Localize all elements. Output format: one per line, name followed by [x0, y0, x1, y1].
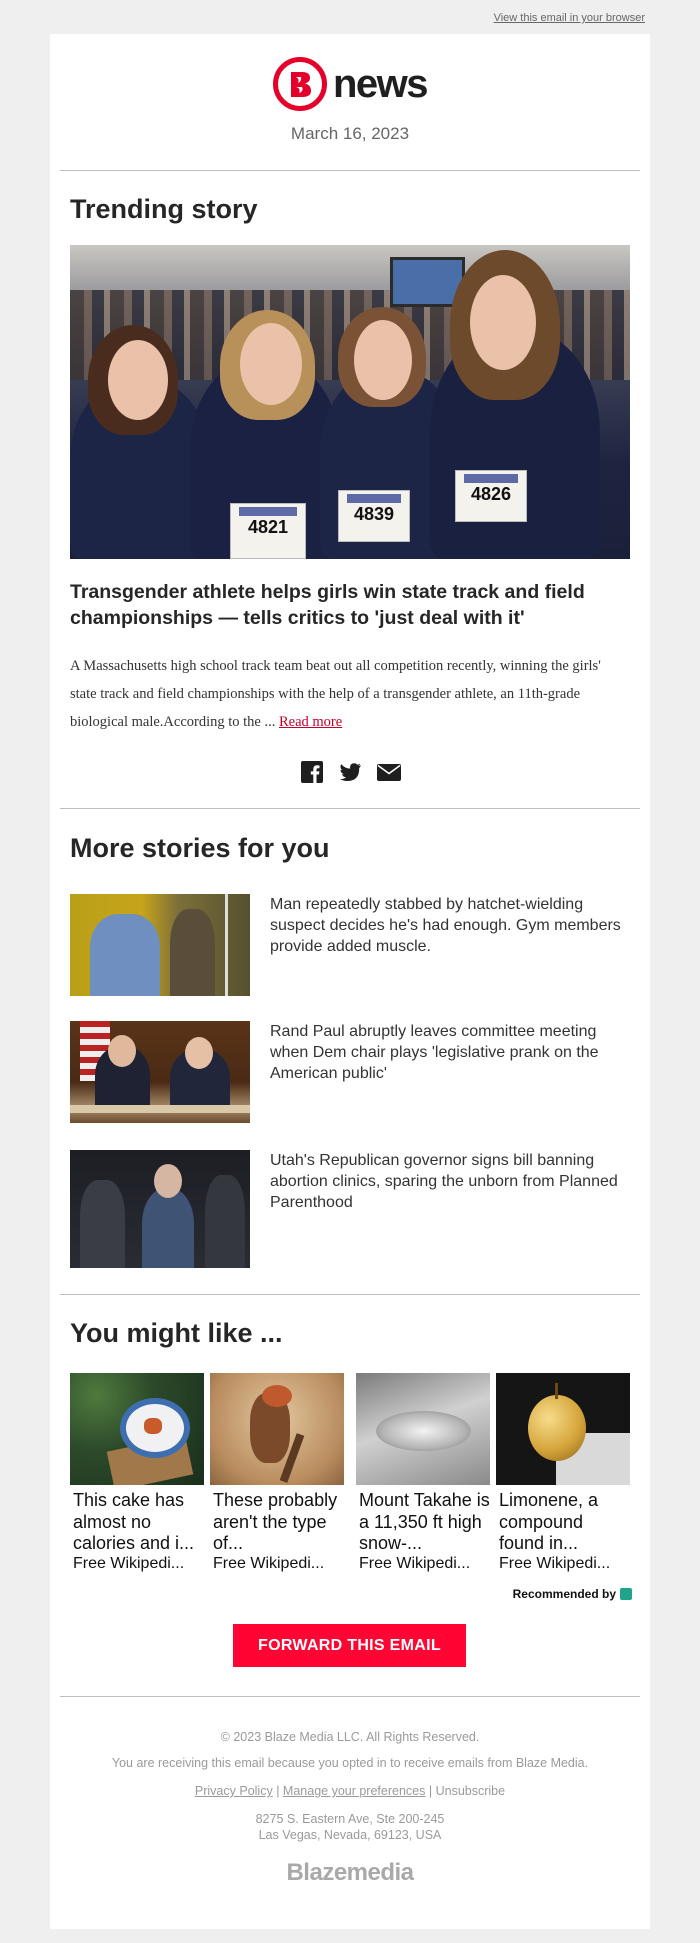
email-body	[50, 34, 650, 1929]
recommendation-image[interactable]	[356, 1373, 490, 1485]
race-bib: 4839	[338, 490, 410, 542]
divider	[60, 170, 640, 171]
thumb-figure	[142, 1188, 194, 1268]
thumb-figure	[205, 1175, 245, 1268]
forward-email-button[interactable]: FORWARD THIS EMAIL	[233, 1624, 466, 1667]
recommendation-card[interactable]	[356, 1373, 490, 1574]
recommendation-image[interactable]	[496, 1373, 630, 1485]
footer-address-line1: 8275 S. Eastern Ave, Ste 200-245	[255, 1812, 445, 1826]
img-fruit	[528, 1395, 586, 1461]
recommendation-source: Free Wikipedi...	[213, 1555, 325, 1572]
more-stories-section-title: More stories for you	[70, 833, 330, 863]
thumb-face	[154, 1164, 182, 1198]
story-title[interactable]: Rand Paul abruptly leaves committee meeting when Dem chair plays 'legislative prank on the American public'	[270, 1023, 599, 1082]
blaze-logo-icon	[273, 57, 327, 111]
race-bib: 4821	[230, 503, 306, 559]
brand-header[interactable]	[50, 54, 650, 114]
read-more-link[interactable]: Read more	[278, 714, 343, 730]
thumb-figure	[170, 909, 215, 996]
recommendation-title[interactable]: Mount Takahe is a 11,350 ft high snow-...	[359, 1490, 490, 1553]
story-item[interactable]	[70, 894, 630, 1006]
img-food	[144, 1418, 162, 1434]
img-creature-head	[262, 1385, 292, 1407]
recommendation-image[interactable]	[70, 1373, 204, 1485]
recommendation-title[interactable]: Limonene, a compound found in...	[499, 1490, 599, 1553]
recommendation-title[interactable]: These probably aren't the type of...	[213, 1490, 338, 1553]
footer-links	[50, 1784, 650, 1798]
story-item[interactable]	[70, 1021, 630, 1133]
story-title[interactable]: Man repeatedly stabbed by hatchet-wielding suspect decides he's had enough. Gym members provide added muscle.	[270, 896, 621, 955]
footer-copyright: © 2023 Blaze Media LLC. All Rights Reserved.	[220, 1730, 480, 1744]
trending-story-image[interactable]	[70, 245, 630, 559]
img-stem	[555, 1383, 558, 1399]
recommended-by[interactable]	[513, 1587, 632, 1601]
facebook-icon[interactable]	[300, 760, 324, 784]
divider	[60, 808, 640, 809]
twitter-icon[interactable]	[338, 760, 362, 784]
trending-section-title: Trending story	[70, 194, 258, 224]
footer-separator: |	[276, 1784, 280, 1798]
athlete-face	[354, 320, 412, 400]
thumb-door-frame	[225, 894, 228, 996]
thumb-figure	[90, 914, 160, 996]
trending-summary	[70, 652, 630, 736]
athlete-face	[108, 340, 168, 420]
recommendation-source: Free Wikipedi...	[359, 1555, 471, 1572]
trending-headline[interactable]: Transgender athlete helps girls win state track and field championships — tells critics to 'just deal with it'	[70, 581, 585, 629]
blaze-media-logo[interactable]: Blazemedia	[286, 1859, 414, 1886]
manage-preferences-link[interactable]: Manage your preferences	[282, 1784, 426, 1798]
story-title[interactable]: Utah's Republican governor signs bill banning abortion clinics, sparing the unborn from Planned Parenthood	[270, 1152, 618, 1211]
thumb-figure	[80, 1180, 125, 1268]
email-icon[interactable]	[376, 760, 400, 784]
story-thumbnail[interactable]	[70, 1021, 250, 1123]
thumb-desk	[70, 1105, 250, 1113]
divider	[60, 1696, 640, 1697]
recommended-by-label: Recommended by	[512, 1587, 616, 1601]
footer-separator: |	[428, 1784, 433, 1798]
logo-wordmark: news	[332, 61, 428, 106]
recommendation-image[interactable]	[210, 1373, 344, 1485]
issue-date: March 16, 2023	[290, 124, 410, 143]
story-thumbnail[interactable]	[70, 1150, 250, 1268]
trending-summary-text: A Massachusetts high school track team beat out all competition recently, winning the girls' state track and field championships with the help of a transgender athlete, an 11th-grade biological male.According to the ...	[70, 658, 601, 730]
recommendation-source: Free Wikipedi...	[73, 1555, 185, 1572]
recommendation-card[interactable]	[70, 1373, 204, 1574]
recommendation-title[interactable]: This cake has almost no calories and i...	[73, 1490, 195, 1553]
story-item[interactable]	[70, 1150, 630, 1262]
footer-address-line2: Las Vegas, Nevada, 69123, USA	[258, 1828, 442, 1842]
athlete-face	[470, 275, 536, 370]
race-bib: 4826	[455, 470, 527, 522]
privacy-policy-link[interactable]: Privacy Policy	[194, 1784, 273, 1798]
thumb-face	[108, 1035, 136, 1067]
unsubscribe-link[interactable]: Unsubscribe	[435, 1784, 506, 1798]
athlete-face	[240, 323, 302, 405]
footer-notice: You are receiving this email because you opted in to receive emails from Blaze Media.	[111, 1756, 589, 1770]
share-bar	[50, 760, 650, 784]
story-thumbnail[interactable]	[70, 894, 250, 996]
img-volcano	[376, 1411, 471, 1451]
recommendation-card[interactable]	[496, 1373, 630, 1574]
divider	[60, 1294, 640, 1295]
recommendation-card[interactable]	[210, 1373, 344, 1574]
recommendation-source: Free Wikipedi...	[499, 1555, 611, 1572]
thumb-face	[185, 1037, 213, 1069]
taboola-icon	[620, 1588, 632, 1600]
you-might-like-section-title: You might like ...	[70, 1318, 283, 1348]
view-in-browser-link[interactable]: View this email in your browser	[493, 12, 645, 24]
